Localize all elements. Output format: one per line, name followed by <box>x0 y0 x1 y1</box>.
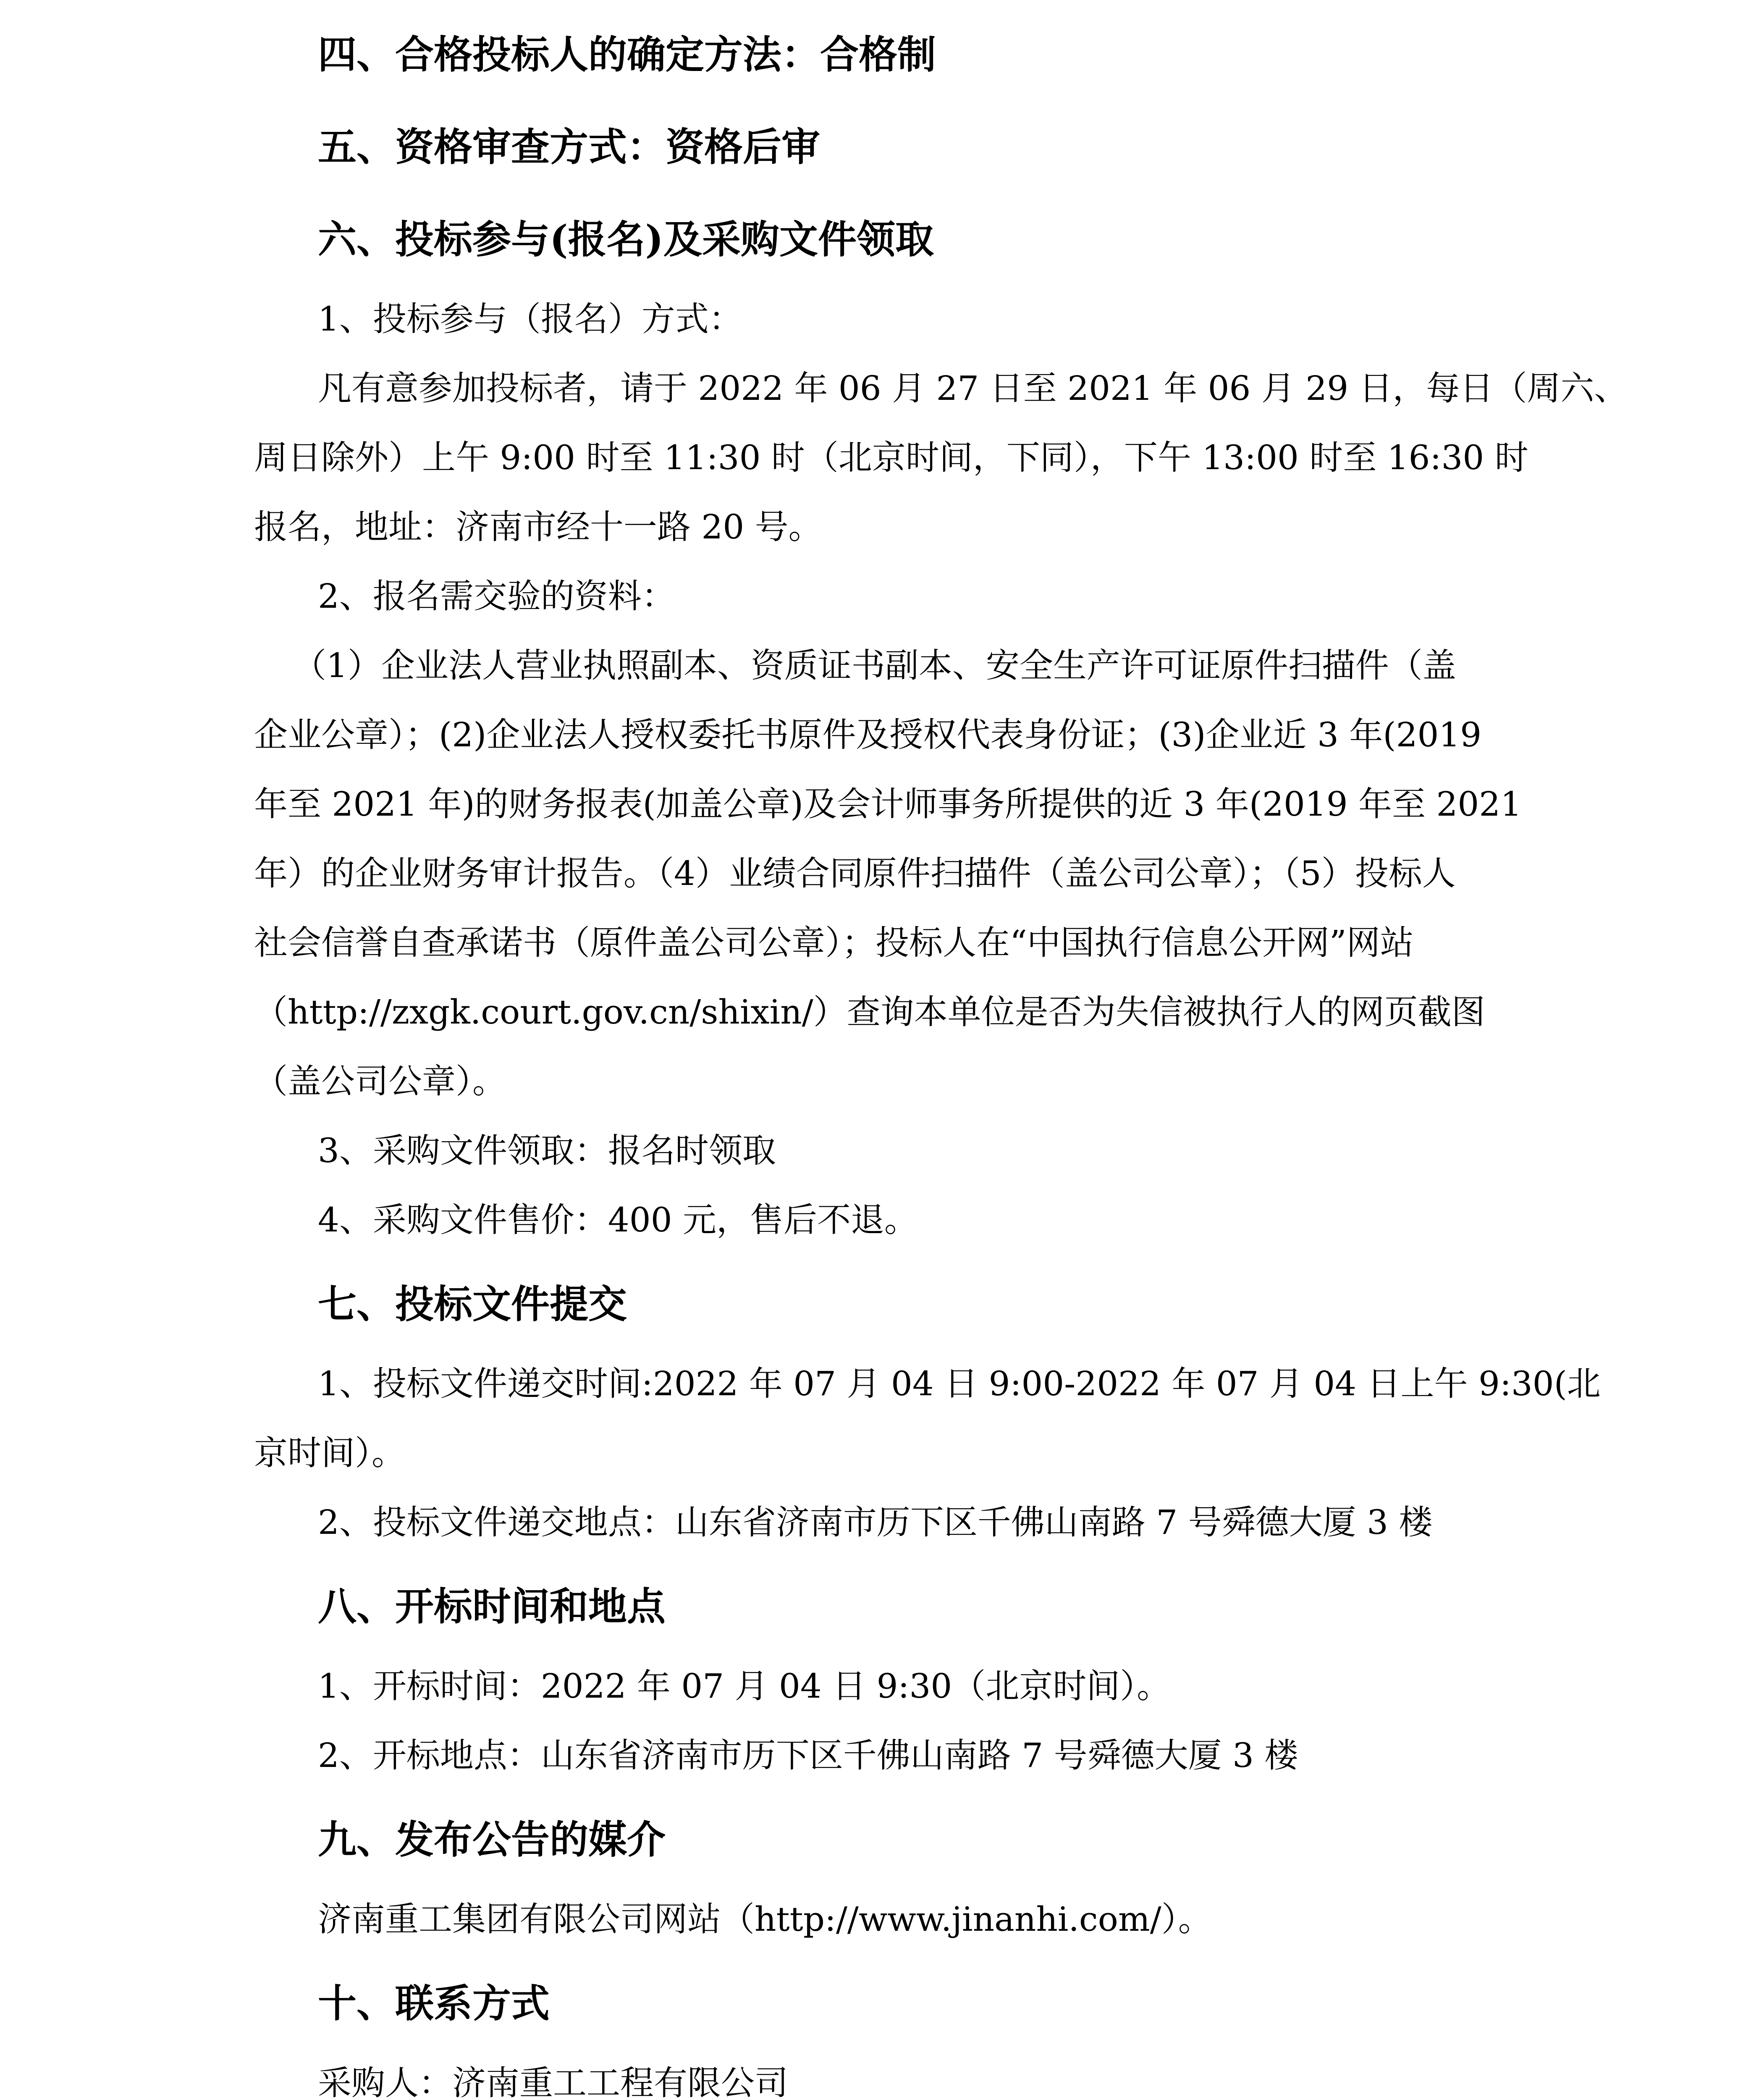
s6-item-4: 4、采购文件售价：400 元，售后不退。 <box>318 1200 918 1239</box>
section-4-heading: 四、合格投标人的确定方法：合格制 <box>318 32 936 77</box>
s8-item-2: 2、开标地点：山东省济南市历下区千佛山南路 7 号舜德大厦 3 楼 <box>318 1736 1298 1775</box>
s6-item-2-label: 2、报名需交验的资料： <box>318 577 675 616</box>
s10-buyer: 采购人：济南重工工程有限公司 <box>318 2063 788 2100</box>
s8-item-1: 1、开标时间：2022 年 07 月 04 日 9:30（北京时间）。 <box>318 1667 1171 1706</box>
s6-item-1-line-2: 周日除外）上午 9:00 时至 11:30 时（北京时间，下同），下午 13:00 时至 16:30 时 <box>254 438 1528 477</box>
s6-item-1-line-3: 报名，地址：济南市经十一路 20 号。 <box>254 507 822 546</box>
s6-item-2-line-6: （http://zxgk.court.gov.cn/shixin/）查询本单位是否为失信被执行人的网页截图 <box>254 992 1485 1032</box>
s6-item-2-line-4: 年）的企业财务审计报告。（4）业绩合同原件扫描件（盖公司公章）；（5）投标人 <box>254 854 1456 893</box>
s7-item-1-line-2: 京时间）。 <box>254 1433 405 1473</box>
s6-item-1-label: 1、投标参与（报名）方式： <box>318 299 742 339</box>
section-10-heading: 十、联系方式 <box>318 1981 550 2026</box>
section-6-heading: 六、投标参与(报名)及采购文件领取 <box>318 217 934 262</box>
s6-item-2-line-3: 年至 2021 年)的财务报表(加盖公章)及会计师事务所提供的近 3 年(2019 年至 2021 <box>254 785 1522 824</box>
s7-item-2: 2、投标文件递交地点：山东省济南市历下区千佛山南路 7 号舜德大厦 3 楼 <box>318 1503 1433 1542</box>
s6-item-3: 3、采购文件领取：报名时领取 <box>318 1131 776 1170</box>
s6-item-2-line-5: 社会信誉自查承诺书（原件盖公司公章）；投标人在“中国执行信息公开网”网站 <box>254 923 1414 962</box>
s7-item-1-line-1: 1、投标文件递交时间:2022 年 07 月 04 日 9:00-2022 年 07 月 04 日上午 9:30(北 <box>318 1364 1601 1403</box>
section-5-heading: 五、资格审查方式：资格后审 <box>318 124 820 170</box>
s6-item-2-line-1: （1）企业法人营业执照副本、资质证书副本、安全生产许可证原件扫描件（盖 <box>293 646 1456 685</box>
section-9-heading: 九、发布公告的媒介 <box>318 1817 666 1862</box>
s6-item-2-line-7: （盖公司公章）。 <box>254 1062 506 1101</box>
s6-item-2-line-2: 企业公章）；(2)企业法人授权委托书原件及授权代表身份证；(3)企业近 3 年(2019 <box>254 715 1482 754</box>
section-7-heading: 七、投标文件提交 <box>318 1281 627 1327</box>
s9-media-text: 济南重工集团有限公司网站（http://www.jinanhi.com/）。 <box>318 1900 1212 1939</box>
section-8-heading: 八、开标时间和地点 <box>318 1584 666 1629</box>
s6-item-1-line-1: 凡有意参加投标者，请于 2022 年 06 月 27 日至 2021 年 06 月 29 日，每日（周六、 <box>318 369 1628 408</box>
